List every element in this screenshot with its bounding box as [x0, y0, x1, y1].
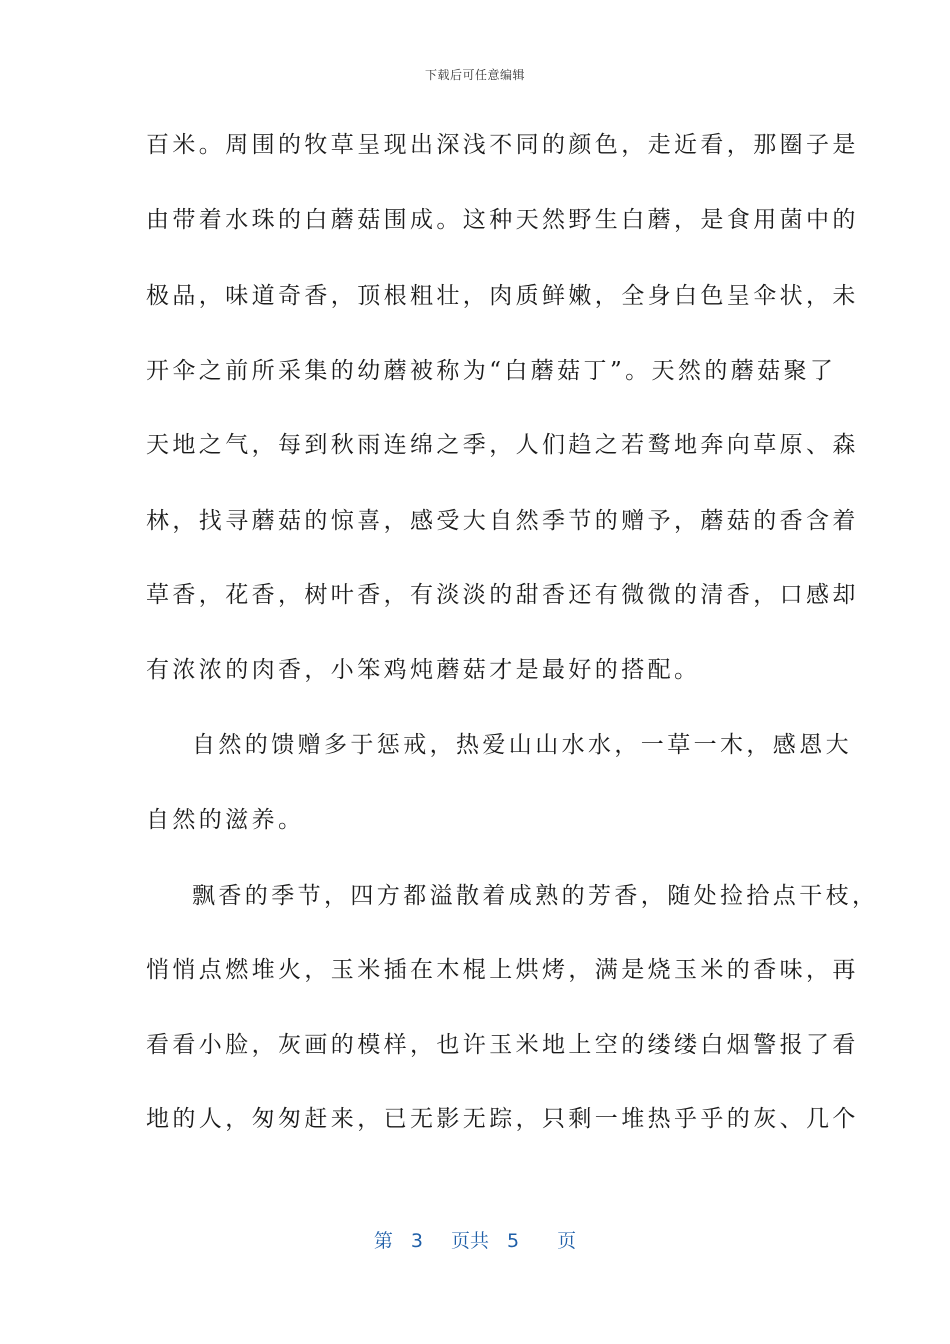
body-text-line: 由带着水珠的白蘑菇围成。这种天然野生白蘑，是食用菌中的	[146, 207, 859, 233]
body-text-line: 极品，味道奇香，顶根粗壮，肉质鲜嫩，全身白色呈伞状，未	[146, 283, 859, 309]
body-text-line: 看看小脸，灰画的模样，也许玉米地上空的缕缕白烟警报了看	[146, 1032, 859, 1058]
footer-current-page: 3	[410, 1230, 423, 1252]
footer-total-pages: 5	[507, 1230, 520, 1252]
page-footer	[0, 1226, 950, 1253]
body-text-line: 百米。周围的牧草呈现出深浅不同的颜色，走近看，那圈子是	[146, 132, 859, 158]
page-header: 下载后可任意编辑	[424, 68, 525, 82]
body-text-line: 悄悄点燃堆火，玉米插在木棍上烘烤，满是烧玉米的香味，再	[146, 957, 859, 983]
body-text-line: 天地之气，每到秋雨连绵之季，人们趋之若鹜地奔向草原、森	[146, 432, 859, 458]
footer-prefix: 第	[373, 1230, 393, 1252]
footer-middle: 页共	[450, 1230, 489, 1252]
body-text-line: 飘香的季节，四方都溢散着成熟的芳香，随处捡拾点干枝，	[192, 883, 879, 909]
footer-suffix: 页	[557, 1230, 577, 1252]
body-text-line: 林，找寻蘑菇的惊喜，感受大自然季节的赠予，蘑菇的香含着	[146, 508, 859, 534]
body-text-line: 自然的馈赠多于惩戒，热爱山山水水，一草一木，感恩大	[192, 732, 852, 758]
body-text-line: 草香，花香，树叶香，有淡淡的甜香还有微微的清香，口感却	[146, 582, 859, 608]
body-text-line: 有浓浓的肉香，小笨鸡炖蘑菇才是最好的搭配。	[146, 657, 701, 683]
body-text-line: 开伞之前所采集的幼蘑被称为“白蘑菇丁”。天然的蘑菇聚了	[146, 358, 837, 384]
body-text-line: 自然的滋养。	[146, 807, 305, 833]
body-text-line: 地的人，匆匆赶来，已无影无踪，只剩一堆热乎乎的灰、几个	[146, 1106, 859, 1132]
